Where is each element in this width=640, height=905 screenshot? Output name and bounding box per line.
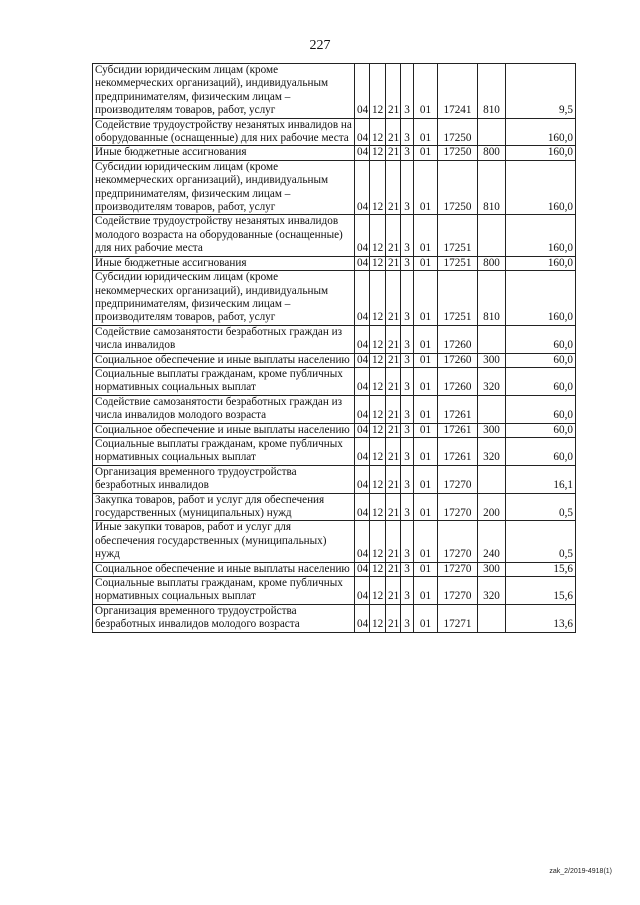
expense-type xyxy=(478,215,506,256)
code-direction: 17251 xyxy=(438,271,478,326)
code-subsection: 12 xyxy=(370,160,386,215)
code-direction: 17260 xyxy=(438,325,478,353)
expense-type: 320 xyxy=(478,367,506,395)
row-amount: 13,6 xyxy=(506,604,576,632)
code-main-event: 01 xyxy=(414,465,438,493)
code-subprogram: 3 xyxy=(401,353,414,367)
code-section: 04 xyxy=(355,271,370,326)
table-row xyxy=(93,395,576,423)
code-main-event: 01 xyxy=(414,325,438,353)
code-section: 04 xyxy=(355,367,370,395)
row-name: Социальное обеспечение и иные выплаты населению xyxy=(93,423,355,437)
code-section: 04 xyxy=(355,146,370,160)
row-amount: 0,5 xyxy=(506,521,576,562)
expense-type xyxy=(478,325,506,353)
code-direction: 17251 xyxy=(438,256,478,270)
row-amount: 160,0 xyxy=(506,271,576,326)
row-name: Социальное обеспечение и иные выплаты населению xyxy=(93,562,355,576)
code-main-event: 01 xyxy=(414,146,438,160)
code-subsection: 12 xyxy=(370,353,386,367)
code-program: 21 xyxy=(386,64,401,119)
expense-type: 300 xyxy=(478,423,506,437)
code-section: 04 xyxy=(355,160,370,215)
row-name: Субсидии юридическим лицам (кроме некоммерческих организаций), индивидуальным предпринимателям, физическим лицам – производителям товаров, работ, услуг xyxy=(93,160,355,215)
code-main-event: 01 xyxy=(414,256,438,270)
row-amount: 16,1 xyxy=(506,465,576,493)
code-subsection: 12 xyxy=(370,577,386,605)
code-direction: 17251 xyxy=(438,215,478,256)
table-row xyxy=(93,465,576,493)
expense-type: 800 xyxy=(478,146,506,160)
code-subprogram: 3 xyxy=(401,423,414,437)
code-program: 21 xyxy=(386,562,401,576)
table-row xyxy=(93,353,576,367)
code-direction: 17271 xyxy=(438,604,478,632)
row-name: Организация временного трудоустройства безработных инвалидов молодого возраста xyxy=(93,604,355,632)
row-name: Социальное обеспечение и иные выплаты населению xyxy=(93,353,355,367)
table-row xyxy=(93,215,576,256)
code-direction: 17270 xyxy=(438,562,478,576)
page-number: 227 xyxy=(309,38,331,53)
code-section: 04 xyxy=(355,521,370,562)
code-subprogram: 3 xyxy=(401,521,414,562)
table-row xyxy=(93,521,576,562)
code-program: 21 xyxy=(386,577,401,605)
code-main-event: 01 xyxy=(414,160,438,215)
row-amount: 60,0 xyxy=(506,423,576,437)
table-row xyxy=(93,64,576,119)
row-amount: 160,0 xyxy=(506,118,576,146)
code-program: 21 xyxy=(386,367,401,395)
code-main-event: 01 xyxy=(414,64,438,119)
table-row xyxy=(93,367,576,395)
code-section: 04 xyxy=(355,423,370,437)
expense-type: 200 xyxy=(478,493,506,521)
row-amount: 60,0 xyxy=(506,437,576,465)
code-section: 04 xyxy=(355,577,370,605)
code-subprogram: 3 xyxy=(401,256,414,270)
table-row xyxy=(93,271,576,326)
row-amount: 15,6 xyxy=(506,577,576,605)
code-program: 21 xyxy=(386,271,401,326)
code-subprogram: 3 xyxy=(401,367,414,395)
code-section: 04 xyxy=(355,604,370,632)
code-main-event: 01 xyxy=(414,577,438,605)
document-footer-code: zak_2/2019-4918(1) xyxy=(549,868,612,875)
table-row xyxy=(93,562,576,576)
code-section: 04 xyxy=(355,215,370,256)
row-amount: 15,6 xyxy=(506,562,576,576)
code-main-event: 01 xyxy=(414,437,438,465)
row-amount: 160,0 xyxy=(506,215,576,256)
code-subsection: 12 xyxy=(370,325,386,353)
table-row xyxy=(93,325,576,353)
code-subsection: 12 xyxy=(370,493,386,521)
code-direction: 17260 xyxy=(438,353,478,367)
code-program: 21 xyxy=(386,465,401,493)
code-subsection: 12 xyxy=(370,118,386,146)
expense-type: 320 xyxy=(478,577,506,605)
row-name: Социальные выплаты гражданам, кроме публичных нормативных социальных выплат xyxy=(93,367,355,395)
row-name: Содействие самозанятости безработных граждан из числа инвалидов xyxy=(93,325,355,353)
table-row xyxy=(93,604,576,632)
code-section: 04 xyxy=(355,325,370,353)
code-subprogram: 3 xyxy=(401,437,414,465)
code-subsection: 12 xyxy=(370,367,386,395)
row-amount: 0,5 xyxy=(506,493,576,521)
row-amount: 60,0 xyxy=(506,367,576,395)
code-main-event: 01 xyxy=(414,118,438,146)
code-section: 04 xyxy=(355,118,370,146)
code-direction: 17261 xyxy=(438,395,478,423)
row-name: Иные бюджетные ассигнования xyxy=(93,146,355,160)
code-subprogram: 3 xyxy=(401,118,414,146)
code-subprogram: 3 xyxy=(401,465,414,493)
table-row xyxy=(93,256,576,270)
code-subsection: 12 xyxy=(370,64,386,119)
code-subsection: 12 xyxy=(370,423,386,437)
table-row xyxy=(93,437,576,465)
code-section: 04 xyxy=(355,256,370,270)
row-amount: 160,0 xyxy=(506,160,576,215)
expense-type: 240 xyxy=(478,521,506,562)
code-direction: 17270 xyxy=(438,493,478,521)
row-name: Иные бюджетные ассигнования xyxy=(93,256,355,270)
code-section: 04 xyxy=(355,437,370,465)
code-direction: 17241 xyxy=(438,64,478,119)
code-program: 21 xyxy=(386,215,401,256)
row-name: Содействие трудоустройству незанятых инвалидов молодого возраста на оборудованные (оснащенные) для них рабочие места xyxy=(93,215,355,256)
row-amount: 9,5 xyxy=(506,64,576,119)
code-section: 04 xyxy=(355,465,370,493)
code-program: 21 xyxy=(386,118,401,146)
code-subprogram: 3 xyxy=(401,577,414,605)
code-subprogram: 3 xyxy=(401,64,414,119)
budget-table xyxy=(92,63,576,633)
code-main-event: 01 xyxy=(414,367,438,395)
row-amount: 60,0 xyxy=(506,353,576,367)
code-subsection: 12 xyxy=(370,215,386,256)
code-section: 04 xyxy=(355,395,370,423)
code-program: 21 xyxy=(386,604,401,632)
code-subprogram: 3 xyxy=(401,325,414,353)
code-subsection: 12 xyxy=(370,604,386,632)
code-main-event: 01 xyxy=(414,521,438,562)
code-subprogram: 3 xyxy=(401,493,414,521)
expense-type: 810 xyxy=(478,271,506,326)
table-row xyxy=(93,423,576,437)
expense-type: 300 xyxy=(478,353,506,367)
row-name: Субсидии юридическим лицам (кроме некоммерческих организаций), индивидуальным предпринимателям, физическим лицам – производителям товаров, работ, услуг xyxy=(93,64,355,119)
expense-type: 320 xyxy=(478,437,506,465)
expense-type xyxy=(478,604,506,632)
code-program: 21 xyxy=(386,160,401,215)
code-section: 04 xyxy=(355,64,370,119)
code-subsection: 12 xyxy=(370,146,386,160)
code-main-event: 01 xyxy=(414,493,438,521)
row-name: Организация временного трудоустройства безработных инвалидов xyxy=(93,465,355,493)
expense-type xyxy=(478,465,506,493)
code-subprogram: 3 xyxy=(401,160,414,215)
code-subsection: 12 xyxy=(370,521,386,562)
expense-type: 800 xyxy=(478,256,506,270)
code-subsection: 12 xyxy=(370,395,386,423)
code-subprogram: 3 xyxy=(401,146,414,160)
code-section: 04 xyxy=(355,493,370,521)
code-subsection: 12 xyxy=(370,562,386,576)
code-program: 21 xyxy=(386,256,401,270)
expense-type: 810 xyxy=(478,64,506,119)
expense-type: 810 xyxy=(478,160,506,215)
code-main-event: 01 xyxy=(414,395,438,423)
row-name: Иные закупки товаров, работ и услуг для обеспечения государственных (муниципальных) нужд xyxy=(93,521,355,562)
code-main-event: 01 xyxy=(414,353,438,367)
code-main-event: 01 xyxy=(414,271,438,326)
row-amount: 60,0 xyxy=(506,395,576,423)
row-amount: 160,0 xyxy=(506,256,576,270)
code-main-event: 01 xyxy=(414,562,438,576)
code-subprogram: 3 xyxy=(401,215,414,256)
row-amount: 160,0 xyxy=(506,146,576,160)
table-row xyxy=(93,577,576,605)
code-section: 04 xyxy=(355,562,370,576)
table-row xyxy=(93,118,576,146)
code-direction: 17261 xyxy=(438,423,478,437)
code-section: 04 xyxy=(355,353,370,367)
row-name: Содействие трудоустройству незанятых инвалидов на оборудованные (оснащенные) для них рабочие места xyxy=(93,118,355,146)
code-main-event: 01 xyxy=(414,423,438,437)
code-direction: 17250 xyxy=(438,160,478,215)
table-row xyxy=(93,160,576,215)
code-subprogram: 3 xyxy=(401,271,414,326)
table-row xyxy=(93,146,576,160)
row-name: Закупка товаров, работ и услуг для обеспечения государственных (муниципальных) нужд xyxy=(93,493,355,521)
code-subprogram: 3 xyxy=(401,395,414,423)
code-main-event: 01 xyxy=(414,215,438,256)
code-program: 21 xyxy=(386,146,401,160)
expense-type xyxy=(478,118,506,146)
code-program: 21 xyxy=(386,423,401,437)
row-name: Социальные выплаты гражданам, кроме публичных нормативных социальных выплат xyxy=(93,577,355,605)
code-program: 21 xyxy=(386,437,401,465)
code-subsection: 12 xyxy=(370,256,386,270)
budget-table-body xyxy=(93,64,576,633)
code-direction: 17270 xyxy=(438,465,478,493)
row-amount: 60,0 xyxy=(506,325,576,353)
code-program: 21 xyxy=(386,521,401,562)
code-program: 21 xyxy=(386,325,401,353)
code-direction: 17250 xyxy=(438,146,478,160)
row-name: Субсидии юридическим лицам (кроме некоммерческих организаций), индивидуальным предпринимателям, физическим лицам – производителям товаров, работ, услуг xyxy=(93,271,355,326)
code-direction: 17261 xyxy=(438,437,478,465)
code-subprogram: 3 xyxy=(401,604,414,632)
code-direction: 17260 xyxy=(438,367,478,395)
code-program: 21 xyxy=(386,493,401,521)
expense-type: 300 xyxy=(478,562,506,576)
code-subprogram: 3 xyxy=(401,562,414,576)
row-name: Содействие самозанятости безработных граждан из числа инвалидов молодого возраста xyxy=(93,395,355,423)
code-direction: 17270 xyxy=(438,521,478,562)
code-direction: 17250 xyxy=(438,118,478,146)
table-row xyxy=(93,493,576,521)
row-name: Социальные выплаты гражданам, кроме публичных нормативных социальных выплат xyxy=(93,437,355,465)
code-program: 21 xyxy=(386,395,401,423)
code-main-event: 01 xyxy=(414,604,438,632)
code-direction: 17270 xyxy=(438,577,478,605)
expense-type xyxy=(478,395,506,423)
code-subsection: 12 xyxy=(370,465,386,493)
code-subsection: 12 xyxy=(370,271,386,326)
code-subsection: 12 xyxy=(370,437,386,465)
code-program: 21 xyxy=(386,353,401,367)
